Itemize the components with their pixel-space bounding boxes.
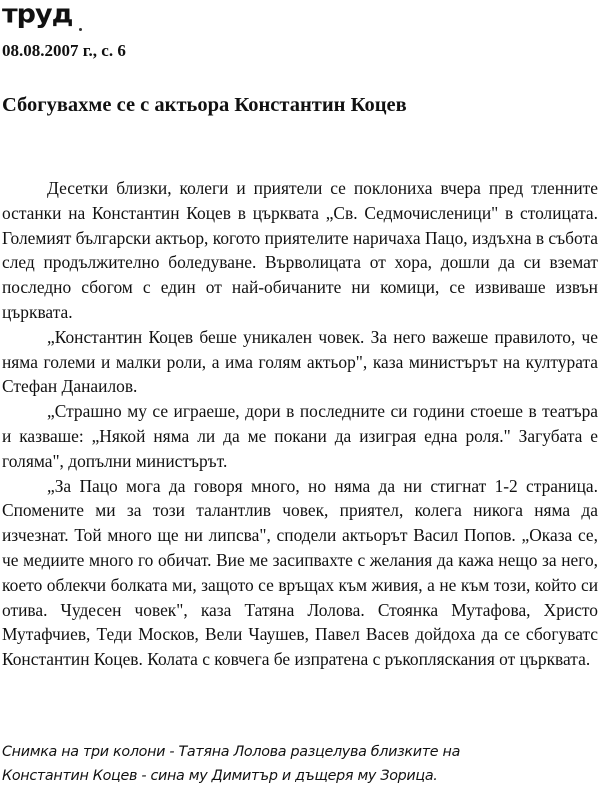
article-paragraph: Десетки близки, колеги и приятели се поклониха вчера пред тленните останки на Константин Коцев в църквата „Св. Седмочисленици" в столицата. Големият български актьор, когото приятелите наричаха Пацо, издъхна в събота след продължително боледуване. Върволицата от хора, дошли да си вземат последно сбогом с един от най-обичаните ни комици, се извиваше извън църквата. bbox=[2, 178, 598, 322]
photo-caption bbox=[2, 740, 598, 788]
article-paragraph: „За Пацо мога да говоря много, но няма да ни стигнат 1-2 страница. Спомените ми за този талантлив човек, приятел, колега никога няма да изчезнат. Той много ще ни липсва", сподели актьорът Васил Попов. „Оказа се, че медиите много го обичат. Вие ме засипвахте с желания да кажа нещо за него, което облекчи болката ми, защото се връщах към живия, а не към този, който си отива. Чудесен човек", каза Татяна Лолова. Стоянка Мутафова, Христо Мутафчиев, Теди Москов, Вели Чаушев, Павел Васев дойдоха да се сбогуватс Константин Коцев. Колата с ковчега бе изпратена с ръкопляскания от църквата. bbox=[2, 475, 598, 670]
logo-dot-icon bbox=[79, 28, 82, 31]
article-title: Сбогувахме се с актьора Константин Коцев bbox=[2, 94, 407, 116]
caption-line: Константин Коцев - сина му Димитър и дъщеря му Зорица. bbox=[2, 768, 438, 784]
article-paragraph: „Страшно му се играеше, дори в последните си години стоеше в театъра и казваше: „Някой няма ли да ме покани да изиграя една роля." Загубата е голяма", допълни министърът. bbox=[2, 401, 598, 471]
caption-line: Снимка на три колони - Татяна Лолова разцелува близките на bbox=[2, 744, 461, 760]
newspaper-logo: труд bbox=[2, 0, 73, 30]
article-paragraph: „Константин Коцев беше уникален човек. За него важеше правилото, че няма големи и малки роли, а има голям актьор", каза министърът на културата Стефан Данаилов. bbox=[2, 326, 598, 397]
issue-date-page: 08.08.2007 г., с. 6 bbox=[2, 41, 126, 60]
article-body bbox=[2, 176, 598, 672]
